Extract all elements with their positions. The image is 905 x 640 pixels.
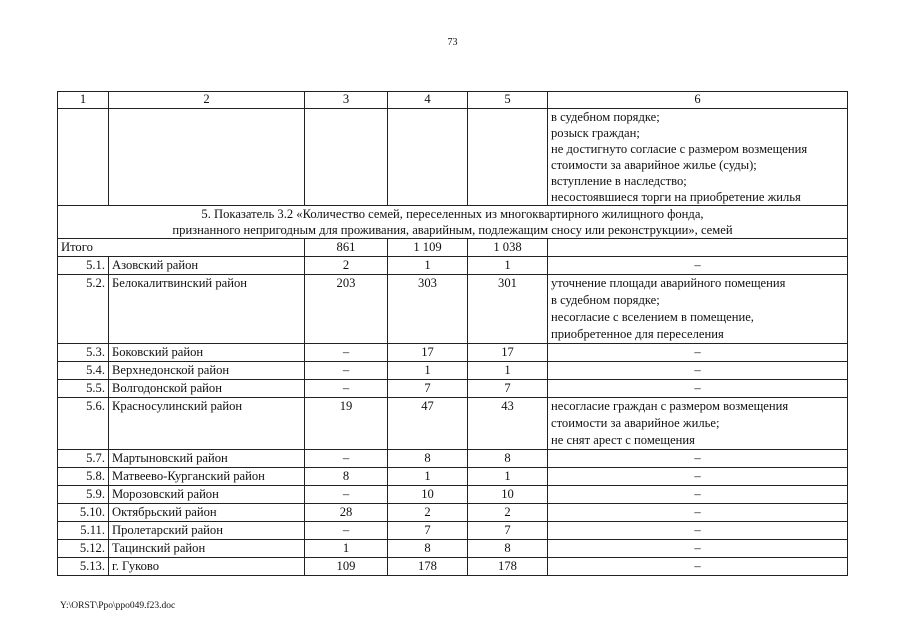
total-c5: 1 038 — [468, 239, 548, 257]
reason-line: – — [694, 381, 701, 395]
row-number: 5.12. — [58, 540, 109, 558]
section-title — [58, 206, 848, 239]
value-col3: – — [305, 486, 388, 504]
section-title-line: 5. Показатель 3.2 «Количество семей, переселенных из многоквартирного жилищного фонда, — [201, 207, 704, 221]
header-cell: 2 — [109, 92, 305, 109]
value-col3: 109 — [305, 558, 388, 576]
reason-line: вступление в наследство; — [551, 174, 687, 188]
row-number: 5.4. — [58, 362, 109, 380]
row-number: 5.11. — [58, 522, 109, 540]
value-col5: 2 — [468, 504, 548, 522]
header-cell: 4 — [388, 92, 468, 109]
reason-line: стоимости за аварийное жилье (суды); — [551, 158, 757, 172]
value-col3: 1 — [305, 540, 388, 558]
table-row — [58, 540, 848, 558]
reason-cell — [548, 380, 848, 398]
reason-line: приобретенное для переселения — [551, 327, 724, 341]
value-col5: 1 — [468, 468, 548, 486]
district-name: Азовский район — [109, 257, 305, 275]
reason-cell — [548, 468, 848, 486]
table-row — [58, 275, 848, 344]
value-col4: 47 — [388, 398, 468, 450]
data-table — [57, 91, 848, 576]
reason-line: не снят арест с помещения — [551, 433, 695, 447]
value-col4: 7 — [388, 380, 468, 398]
value-col4: 10 — [388, 486, 468, 504]
value-col4: 303 — [388, 275, 468, 344]
value-col5: 301 — [468, 275, 548, 344]
reason-line: – — [694, 258, 701, 272]
reason-line: – — [694, 469, 701, 483]
reason-line: несостоявшиеся торги на приобретение жилья — [551, 190, 801, 204]
value-col3: 203 — [305, 275, 388, 344]
reason-line: – — [694, 451, 701, 465]
district-name: Волгодонской район — [109, 380, 305, 398]
reason-line: несогласие с вселением в помещение, — [551, 310, 754, 324]
header-cell: 6 — [548, 92, 848, 109]
row-number: 5.3. — [58, 344, 109, 362]
row-number: 5.9. — [58, 486, 109, 504]
district-name: Белокалитвинский район — [109, 275, 305, 344]
row-number: 5.5. — [58, 380, 109, 398]
reason-line: – — [694, 505, 701, 519]
reason-cell — [548, 558, 848, 576]
reason-cell — [548, 344, 848, 362]
reason-line: – — [694, 363, 701, 377]
table-row — [58, 398, 848, 450]
table-row — [58, 380, 848, 398]
table-cell — [388, 109, 468, 206]
value-col5: 43 — [468, 398, 548, 450]
table-row — [58, 344, 848, 362]
reason-cell — [548, 486, 848, 504]
value-col4: 1 — [388, 468, 468, 486]
district-name: г. Гуково — [109, 558, 305, 576]
reason-line: – — [694, 541, 701, 555]
district-name: Тацинский район — [109, 540, 305, 558]
value-col4: 8 — [388, 450, 468, 468]
value-col4: 1 — [388, 362, 468, 380]
row-number: 5.10. — [58, 504, 109, 522]
header-cell: 5 — [468, 92, 548, 109]
total-label: Итого — [58, 239, 305, 257]
reason-line: несогласие граждан с размером возмещения — [551, 399, 789, 413]
row-number: 5.13. — [58, 558, 109, 576]
value-col3: – — [305, 362, 388, 380]
value-col3: – — [305, 450, 388, 468]
reason-cell — [548, 450, 848, 468]
reason-line: в судебном порядке; — [551, 110, 660, 124]
table-cell — [468, 109, 548, 206]
value-col3: – — [305, 380, 388, 398]
reason-line: – — [694, 345, 701, 359]
value-col5: 1 — [468, 257, 548, 275]
section-title-line: признанного непригодным для проживания, аварийным, подлежащим сносу или реконструкции», семей — [172, 223, 733, 237]
value-col3: 28 — [305, 504, 388, 522]
reason-line: – — [694, 523, 701, 537]
value-col4: 7 — [388, 522, 468, 540]
reason-cell — [548, 257, 848, 275]
file-path-footer: Y:\ORST\Ppo\ppo049.f23.doc — [60, 601, 176, 611]
reason-cell — [548, 109, 848, 206]
row-number: 5.6. — [58, 398, 109, 450]
table-row — [58, 522, 848, 540]
section-title-row — [58, 206, 848, 239]
value-col5: 10 — [468, 486, 548, 504]
page-number: 73 — [447, 37, 458, 48]
value-col4: 2 — [388, 504, 468, 522]
reason-cell — [548, 362, 848, 380]
table-row — [58, 504, 848, 522]
row-number: 5.1. — [58, 257, 109, 275]
district-name: Красносулинский район — [109, 398, 305, 450]
reason-cell — [548, 398, 848, 450]
value-col3: 19 — [305, 398, 388, 450]
value-col4: 1 — [388, 257, 468, 275]
reason-cell — [548, 504, 848, 522]
value-col5: 178 — [468, 558, 548, 576]
reason-line: не достигнуто согласие с размером возмещения — [551, 142, 808, 156]
value-col4: 178 — [388, 558, 468, 576]
reason-line: – — [694, 487, 701, 501]
reason-cell — [548, 275, 848, 344]
district-name: Октябрьский район — [109, 504, 305, 522]
reason-line: в судебном порядке; — [551, 293, 660, 307]
value-col5: 17 — [468, 344, 548, 362]
table-row — [58, 257, 848, 275]
table-cell — [58, 109, 109, 206]
reason-cell — [548, 540, 848, 558]
row-number: 5.2. — [58, 275, 109, 344]
continuation-row — [58, 109, 848, 206]
total-c3: 861 — [305, 239, 388, 257]
district-name: Мартыновский район — [109, 450, 305, 468]
reason-line: – — [694, 559, 701, 573]
reason-line: уточнение площади аварийного помещения — [551, 276, 786, 290]
value-col5: 7 — [468, 380, 548, 398]
district-name: Верхнедонской район — [109, 362, 305, 380]
district-name: Морозовский район — [109, 486, 305, 504]
district-name: Боковский район — [109, 344, 305, 362]
value-col3: – — [305, 344, 388, 362]
value-col5: 8 — [468, 450, 548, 468]
header-cell: 3 — [305, 92, 388, 109]
reason-line: розыск граждан; — [551, 126, 640, 140]
value-col4: 8 — [388, 540, 468, 558]
value-col5: 7 — [468, 522, 548, 540]
district-name: Матвеево-Курганский район — [109, 468, 305, 486]
table-row — [58, 362, 848, 380]
reason-line: стоимости за аварийное жилье; — [551, 416, 720, 430]
table-cell — [305, 109, 388, 206]
value-col5: 1 — [468, 362, 548, 380]
district-name: Пролетарский район — [109, 522, 305, 540]
total-c4: 1 109 — [388, 239, 468, 257]
table-header-row — [58, 92, 848, 109]
row-number: 5.7. — [58, 450, 109, 468]
value-col4: 17 — [388, 344, 468, 362]
table-row — [58, 468, 848, 486]
total-c6 — [548, 239, 848, 257]
value-col5: 8 — [468, 540, 548, 558]
value-col3: 2 — [305, 257, 388, 275]
row-number: 5.8. — [58, 468, 109, 486]
total-row — [58, 239, 848, 257]
table-cell — [109, 109, 305, 206]
reason-cell — [548, 522, 848, 540]
value-col3: 8 — [305, 468, 388, 486]
value-col3: – — [305, 522, 388, 540]
table-row — [58, 486, 848, 504]
table-row — [58, 450, 848, 468]
header-cell: 1 — [58, 92, 109, 109]
table-row — [58, 558, 848, 576]
